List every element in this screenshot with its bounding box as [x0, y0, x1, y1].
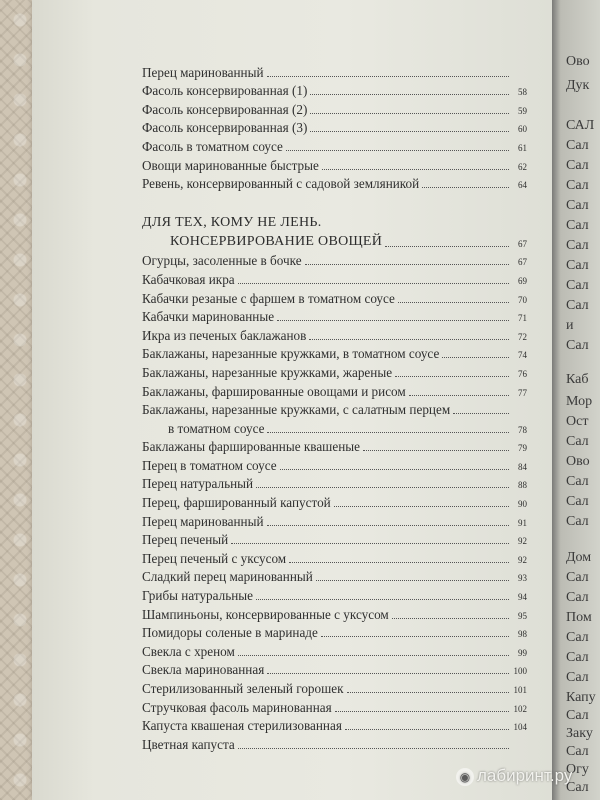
toc-top-list: [142, 62, 527, 192]
right-page-fragment: Сал: [566, 198, 589, 213]
toc-entry: [142, 155, 527, 174]
page-number: 90: [518, 499, 527, 510]
toc-entry-title: Баклажаны фаршированные квашеные: [142, 439, 360, 455]
toc-entry: [142, 678, 527, 697]
dot-leader: [363, 450, 509, 451]
toc-entry: [142, 734, 527, 753]
dot-leader: [321, 636, 509, 637]
right-page-fragment: Дом: [566, 550, 592, 565]
right-page-fragment: Сал: [566, 494, 589, 509]
toc-entry: [142, 269, 527, 288]
right-page-fragment: Пом: [566, 610, 592, 625]
right-page-fragment: Сал: [566, 650, 589, 665]
toc-entry-title: Фасоль консервированная (2): [142, 101, 308, 117]
page-number: 58: [518, 87, 527, 98]
toc-entry: [142, 567, 527, 586]
section-heading-line1: ДЛЯ ТЕХ, КОМУ НЕ ЛЕНЬ.: [142, 215, 322, 231]
dot-leader: [310, 131, 509, 132]
page-number: 84: [518, 461, 527, 472]
toc-entry-title: Перец в томатном соусе: [142, 457, 277, 473]
toc-entry: [142, 418, 527, 437]
toc-entry-title: Перец печеный: [142, 532, 229, 548]
page-number: [511, 416, 527, 418]
right-page-fragment: Ово: [566, 54, 590, 69]
right-page-fragment: Каб: [566, 372, 589, 387]
right-page-fragment: Ост: [566, 414, 589, 429]
toc-entry: [142, 530, 527, 549]
dot-leader: [310, 94, 509, 95]
right-page-fragment: Капу: [566, 690, 596, 705]
toc-entry-title: Цветная капуста: [142, 736, 235, 752]
toc-entry-title: Перец, фаршированный капустой: [142, 495, 331, 511]
right-page-fragment: и: [566, 318, 574, 333]
right-page-fragment: Заку: [566, 726, 593, 741]
right-page-fragment: Сал: [566, 474, 589, 489]
toc-entry-title: Стручковая фасоль маринованная: [142, 699, 332, 715]
toc-entry: [142, 511, 527, 530]
toc-entry: [142, 623, 527, 642]
dot-leader: [395, 376, 509, 377]
toc-entry: [142, 604, 527, 623]
toc-entry-title: Капуста квашеная стерилизованная: [142, 718, 342, 734]
watermark: [456, 766, 572, 786]
right-page-fragment: САЛ: [566, 118, 595, 133]
toc-entry: [142, 288, 527, 307]
page-number: 93: [518, 573, 527, 584]
section-heading-text: КОНСЕРВИРОВАНИЕ ОВОЩЕЙ: [170, 233, 383, 249]
dot-leader: [409, 395, 509, 396]
toc-entry: [142, 400, 527, 419]
toc-entry: [142, 62, 527, 81]
toc-entry-title: Огурцы, засоленные в бочке: [142, 253, 302, 269]
dot-leader: [442, 357, 509, 358]
right-page-fragment: Сал: [566, 744, 589, 759]
dot-leader: [238, 655, 509, 656]
dot-leader: [335, 711, 509, 712]
dot-leader: [305, 264, 509, 265]
toc-entry-title: Помидоры соленые в маринаде: [142, 625, 318, 641]
toc-entry: [142, 174, 527, 193]
right-page-fragment: Сал: [566, 178, 589, 193]
toc-entry-title: Кабачковая икра: [142, 271, 235, 287]
dot-leader: [392, 618, 509, 619]
right-page-fragment: Сал: [566, 218, 589, 233]
toc-entry: [142, 99, 527, 118]
page-number: 71: [518, 313, 527, 324]
section-heading-line2: [142, 232, 527, 251]
page-number: 91: [518, 517, 527, 528]
page-number: 92: [518, 554, 527, 565]
dot-leader: [453, 413, 509, 414]
dot-leader: [277, 320, 509, 321]
right-page-fragment: Сал: [566, 708, 589, 723]
dot-leader: [345, 729, 509, 730]
toc-entry: [142, 251, 527, 270]
toc-entry: [142, 437, 527, 456]
page-number: 95: [518, 610, 527, 621]
toc-entry-title: Икра из печеных баклажанов: [142, 327, 307, 343]
toc-entry: [142, 492, 527, 511]
page-number: 78: [518, 424, 527, 435]
dot-leader: [289, 562, 509, 563]
toc-entry-title: Баклажаны, нарезанные кружками, жареные: [142, 364, 393, 380]
toc-entry-title: Перец маринованный: [142, 513, 264, 529]
toc-entry-title: Баклажаны, нарезанные кружками, с салатным перцем: [142, 402, 451, 418]
right-page-fragment: Сал: [566, 278, 589, 293]
page-number: 98: [518, 629, 527, 640]
right-page-edge: [552, 0, 600, 800]
right-page-fragment: Сал: [566, 630, 589, 645]
dot-leader: [231, 543, 509, 544]
toc-entry-title: Баклажаны, фаршированные овощами и рисом: [142, 383, 406, 399]
right-page-fragment: Сал: [566, 338, 589, 353]
dot-leader: [316, 580, 509, 581]
dot-leader: [267, 673, 509, 674]
page-number: 60: [518, 124, 527, 135]
dot-leader: [310, 113, 509, 114]
toc-entry: [142, 118, 527, 137]
page-number: 59: [518, 105, 527, 116]
page-number: 94: [518, 592, 527, 603]
toc-entry-title: в томатном соусе: [168, 420, 265, 436]
page-number: 88: [518, 480, 527, 491]
right-page-fragment: Сал: [566, 780, 589, 795]
page-number: 62: [518, 161, 527, 172]
page-number: 64: [518, 180, 527, 191]
watermark-text: лабиринт.ру: [477, 766, 573, 785]
toc-entry: [142, 362, 527, 381]
dot-leader: [267, 525, 509, 526]
toc-entry: [142, 344, 527, 363]
right-page-fragment: Сал: [566, 514, 589, 529]
page-number: 99: [518, 647, 527, 658]
page-number: 101: [513, 685, 527, 695]
toc-entry: [142, 660, 527, 679]
right-page-fragment: Сал: [566, 590, 589, 605]
toc-entry-title: Шампиньоны, консервированные с уксусом: [142, 606, 389, 622]
page-number: 76: [518, 368, 527, 379]
toc-entry: [142, 716, 527, 735]
toc-entry-title: Грибы натуральные: [142, 588, 253, 604]
page-number: 69: [518, 275, 527, 286]
page-number: 100: [513, 666, 527, 677]
dot-leader: [309, 339, 509, 340]
toc-entry: [142, 81, 527, 100]
dot-leader: [267, 432, 509, 433]
right-page-fragment: Сал: [566, 138, 589, 153]
right-page-fragment: Дук: [566, 78, 590, 93]
page-number: 74: [518, 350, 527, 361]
dot-leader: [238, 748, 509, 749]
page-number: 102: [513, 703, 527, 714]
toc-entry-title: Свекла с хреном: [142, 643, 235, 659]
dot-leader: [256, 487, 509, 488]
dot-leader: [334, 506, 509, 507]
page-number: 77: [518, 387, 527, 398]
dot-leader: [256, 599, 509, 600]
right-page-fragment: Сал: [566, 238, 589, 253]
page-number: 92: [518, 536, 527, 547]
dot-leader: [422, 187, 509, 188]
toc-entry-title: Фасоль консервированная (1): [142, 83, 308, 99]
table-of-contents: [142, 62, 527, 753]
toc-entry: [142, 641, 527, 660]
right-page-fragment: Ово: [566, 454, 590, 469]
page-number: 70: [518, 294, 527, 305]
toc-entry-title: Фасоль консервированная (3): [142, 120, 308, 136]
toc-main-list: [142, 251, 527, 753]
toc-entry-title: Стерилизованный зеленый горошек: [142, 681, 344, 696]
toc-entry: [142, 307, 527, 326]
page-number: 104: [513, 722, 527, 733]
toc-entry: [142, 474, 527, 493]
toc-entry: [142, 381, 527, 400]
toc-entry: [142, 548, 527, 567]
toc-entry-title: Овощи маринованные быстрые: [142, 157, 319, 173]
dot-leader: [280, 469, 509, 470]
right-page-fragment: Сал: [566, 158, 589, 173]
labirint-logo-icon: ◉: [456, 768, 474, 786]
toc-entry: [142, 136, 527, 155]
page-number: [511, 79, 527, 81]
toc-entry-title: Перец маринованный: [142, 64, 264, 80]
page-number: 67: [518, 238, 527, 249]
dot-leader: [347, 692, 509, 693]
page-number: 67: [518, 257, 527, 268]
toc-entry-title: Свекла маринованная: [142, 662, 265, 678]
toc-entry: [142, 697, 527, 716]
toc-entry-title: Кабачки резаные с фаршем в томатном соусе: [142, 290, 395, 306]
right-page-fragment: Огу: [566, 762, 589, 777]
right-page-fragment: Мор: [566, 394, 593, 409]
toc-entry-title: Ревень, консервированный с садовой земляникой: [142, 176, 420, 192]
toc-entry-title: Перец натуральный: [142, 476, 254, 492]
page-number: 72: [518, 331, 527, 342]
page-number: [511, 751, 527, 753]
right-page-fragment: Сал: [566, 298, 589, 313]
dot-leader: [286, 150, 509, 151]
toc-entry: [142, 455, 527, 474]
toc-entry-title: Баклажаны, нарезанные кружками, в томатном соусе: [142, 346, 440, 362]
dot-leader: [267, 76, 509, 77]
toc-entry-title: Сладкий перец маринованный: [142, 569, 313, 585]
dot-leader: [238, 283, 509, 284]
dot-leader: [322, 169, 509, 170]
toc-entry-title: Фасоль в томатном соусе: [142, 138, 283, 154]
page-number: 79: [518, 443, 527, 454]
right-page-fragment: Сал: [566, 434, 589, 449]
right-page-fragment: Сал: [566, 670, 589, 685]
toc-entry: [142, 325, 527, 344]
right-page-fragment: Сал: [566, 258, 589, 273]
right-page-fragment: Сал: [566, 570, 589, 585]
toc-entry-title: Перец печеный с уксусом: [142, 550, 287, 566]
toc-entry: [142, 585, 527, 604]
dot-leader: [385, 246, 509, 247]
dot-leader: [398, 302, 509, 303]
page-number: 61: [518, 142, 527, 153]
toc-entry-title: Кабачки маринованные: [142, 309, 275, 325]
